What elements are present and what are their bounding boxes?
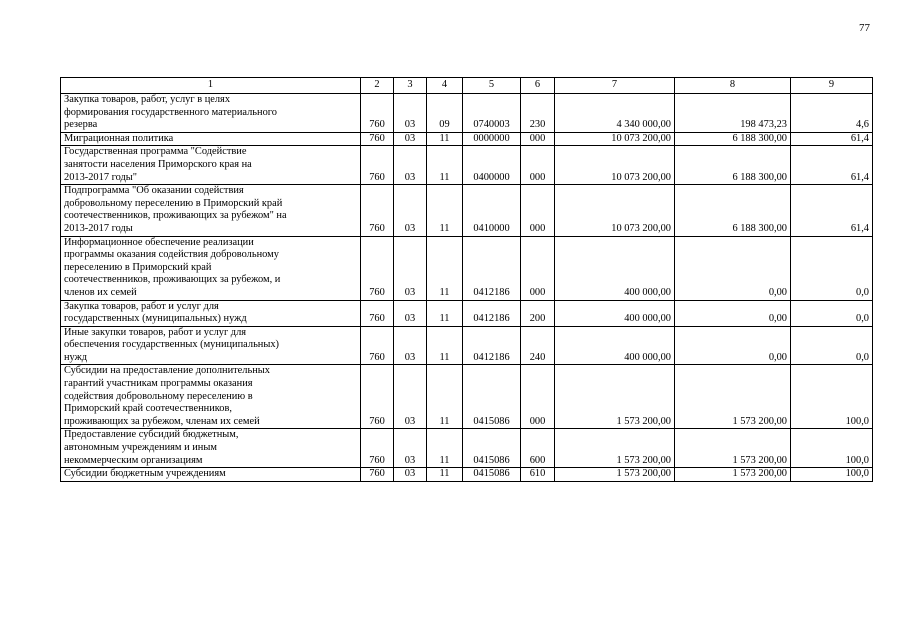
section-code: 03 [394, 185, 427, 236]
planned-amount: 400 000,00 [555, 300, 675, 326]
planned-amount: 1 573 200,00 [555, 468, 675, 482]
executed-amount: 0,00 [675, 326, 791, 365]
section-code: 03 [394, 236, 427, 300]
subsection-code: 11 [427, 300, 463, 326]
executed-amount: 6 188 300,00 [675, 185, 791, 236]
executed-amount: 6 188 300,00 [675, 132, 791, 146]
item-name: Информационное обеспечение реализации программы оказания содействия добровольному переселению в Приморский край соотечественников, проживающих за рубежом, и членов их семей [61, 236, 361, 300]
planned-amount: 1 573 200,00 [555, 429, 675, 468]
executed-amount: 1 573 200,00 [675, 468, 791, 482]
planned-amount: 10 073 200,00 [555, 185, 675, 236]
expense-type-code: 600 [521, 429, 555, 468]
department-code: 760 [361, 185, 394, 236]
table-row [61, 326, 873, 365]
table-row [61, 94, 873, 133]
table-row [61, 365, 873, 429]
department-code: 760 [361, 300, 394, 326]
item-name: Субсидии бюджетным учреждениям [61, 468, 361, 482]
executed-amount: 198 473,23 [675, 94, 791, 133]
executed-amount: 0,00 [675, 236, 791, 300]
expense-type-code: 240 [521, 326, 555, 365]
section-code: 03 [394, 326, 427, 365]
table-row [61, 429, 873, 468]
section-code: 03 [394, 468, 427, 482]
execution-percent: 0,0 [791, 236, 873, 300]
planned-amount: 4 340 000,00 [555, 94, 675, 133]
header-cell: 1 [61, 78, 361, 94]
execution-percent: 100,0 [791, 365, 873, 429]
department-code: 760 [361, 94, 394, 133]
planned-amount: 10 073 200,00 [555, 132, 675, 146]
target-article-code: 0412186 [463, 300, 521, 326]
target-article-code: 0412186 [463, 236, 521, 300]
department-code: 760 [361, 236, 394, 300]
target-article-code: 0000000 [463, 132, 521, 146]
department-code: 760 [361, 132, 394, 146]
execution-percent: 61,4 [791, 132, 873, 146]
subsection-code: 09 [427, 94, 463, 133]
subsection-code: 11 [427, 132, 463, 146]
executed-amount: 1 573 200,00 [675, 429, 791, 468]
item-name: Закупка товаров, работ, услуг в целях формирования государственного материального резерва [61, 94, 361, 133]
target-article-code: 0415086 [463, 429, 521, 468]
header-cell: 5 [463, 78, 521, 94]
department-code: 760 [361, 146, 394, 185]
target-article-code: 0412186 [463, 326, 521, 365]
expense-type-code: 000 [521, 365, 555, 429]
department-code: 760 [361, 468, 394, 482]
planned-amount: 400 000,00 [555, 326, 675, 365]
execution-percent: 61,4 [791, 146, 873, 185]
header-cell: 2 [361, 78, 394, 94]
planned-amount: 400 000,00 [555, 236, 675, 300]
page-number: 77 [859, 22, 870, 34]
table-row [61, 300, 873, 326]
executed-amount: 0,00 [675, 300, 791, 326]
executed-amount: 1 573 200,00 [675, 365, 791, 429]
item-name: Подпрограмма "Об оказании содействия добровольному переселению в Приморский край соотечественников, проживающих за рубежом" на 2013-2017 годы [61, 185, 361, 236]
item-name: Субсидии на предоставление дополнительных гарантий участникам программы оказания содействия добровольному переселению в Приморский край соотечественников, проживающих за рубежом, членам их семей [61, 365, 361, 429]
section-code: 03 [394, 300, 427, 326]
item-name: Предоставление субсидий бюджетным, автономным учреждениям и иным некоммерческим организациям [61, 429, 361, 468]
budget-table [60, 77, 873, 482]
table-row [61, 236, 873, 300]
subsection-code: 11 [427, 185, 463, 236]
expense-type-code: 000 [521, 185, 555, 236]
expense-type-code: 000 [521, 236, 555, 300]
target-article-code: 0400000 [463, 146, 521, 185]
section-code: 03 [394, 429, 427, 468]
table-row [61, 146, 873, 185]
subsection-code: 11 [427, 365, 463, 429]
planned-amount: 1 573 200,00 [555, 365, 675, 429]
item-name: Иные закупки товаров, работ и услуг для обеспечения государственных (муниципальных) нужд [61, 326, 361, 365]
execution-percent: 0,0 [791, 300, 873, 326]
planned-amount: 10 073 200,00 [555, 146, 675, 185]
expense-type-code: 610 [521, 468, 555, 482]
execution-percent: 100,0 [791, 429, 873, 468]
execution-percent: 61,4 [791, 185, 873, 236]
table-row [61, 468, 873, 482]
header-cell: 4 [427, 78, 463, 94]
header-cell: 8 [675, 78, 791, 94]
execution-percent: 100,0 [791, 468, 873, 482]
section-code: 03 [394, 146, 427, 185]
item-name: Миграционная политика [61, 132, 361, 146]
expense-type-code: 230 [521, 94, 555, 133]
subsection-code: 11 [427, 429, 463, 468]
department-code: 760 [361, 429, 394, 468]
subsection-code: 11 [427, 146, 463, 185]
header-cell: 9 [791, 78, 873, 94]
table-body [61, 94, 873, 482]
target-article-code: 0415086 [463, 365, 521, 429]
execution-percent: 0,0 [791, 326, 873, 365]
target-article-code: 0410000 [463, 185, 521, 236]
table-row [61, 132, 873, 146]
item-name: Закупка товаров, работ и услуг для государственных (муниципальных) нужд [61, 300, 361, 326]
target-article-code: 0740003 [463, 94, 521, 133]
expense-type-code: 000 [521, 132, 555, 146]
header-cell: 3 [394, 78, 427, 94]
expense-type-code: 200 [521, 300, 555, 326]
section-code: 03 [394, 94, 427, 133]
item-name: Государственная программа "Содействие занятости населения Приморского края на 2013-2017 годы" [61, 146, 361, 185]
header-row [61, 78, 873, 94]
section-code: 03 [394, 132, 427, 146]
target-article-code: 0415086 [463, 468, 521, 482]
department-code: 760 [361, 365, 394, 429]
subsection-code: 11 [427, 326, 463, 365]
execution-percent: 4,6 [791, 94, 873, 133]
header-cell: 6 [521, 78, 555, 94]
section-code: 03 [394, 365, 427, 429]
executed-amount: 6 188 300,00 [675, 146, 791, 185]
department-code: 760 [361, 326, 394, 365]
subsection-code: 11 [427, 468, 463, 482]
expense-type-code: 000 [521, 146, 555, 185]
header-cell: 7 [555, 78, 675, 94]
table-row [61, 185, 873, 236]
subsection-code: 11 [427, 236, 463, 300]
